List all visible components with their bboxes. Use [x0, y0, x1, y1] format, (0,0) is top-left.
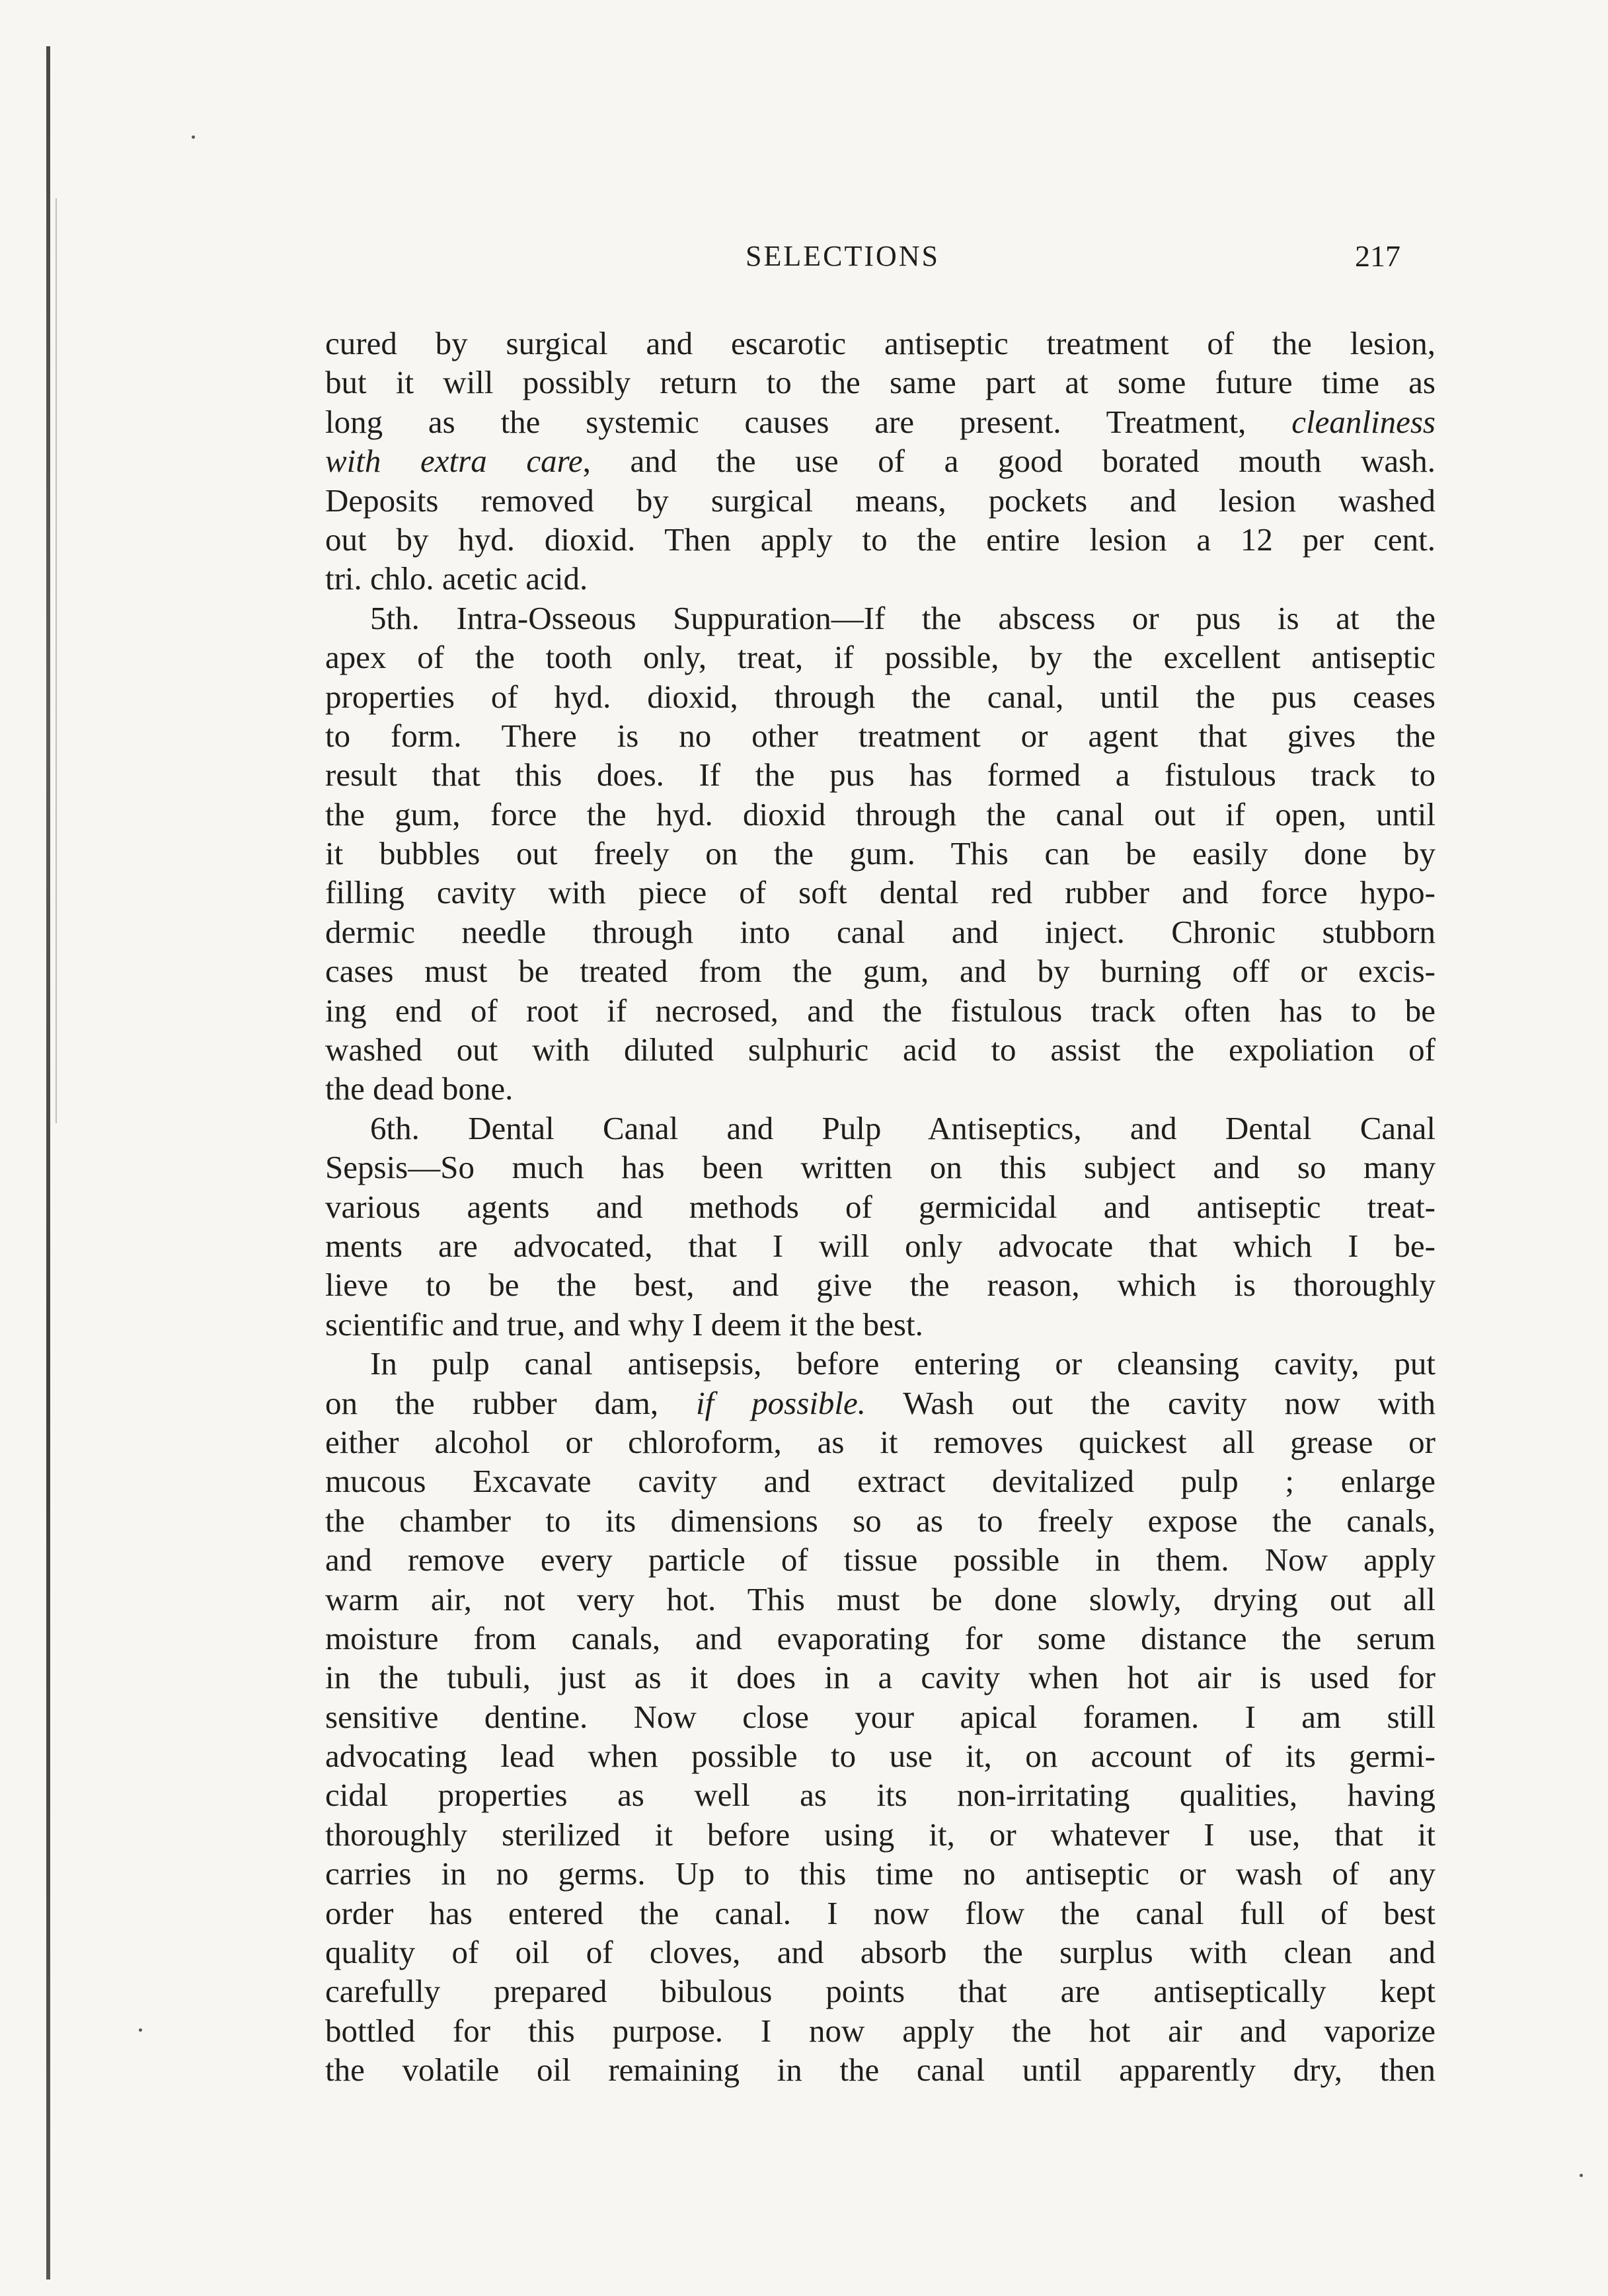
line-text: out by hyd. dioxid. Then apply to the entire lesion a 12 per cent. — [325, 521, 1436, 558]
text-line — [325, 795, 1436, 834]
line-text: cidal properties as well as its non-irritating qualities, having — [325, 1777, 1436, 1814]
text-line — [325, 2011, 1436, 2050]
line-text: various agents and methods of germicidal and antiseptic treat- — [325, 1188, 1436, 1225]
line-text: cases must be treated from the gum, and by burning off or excis- — [325, 953, 1436, 990]
line-text: carries in no germs. Up to this time no antiseptic or wash of any — [325, 1855, 1436, 1892]
line-text: warm air, not very hot. This must be done slowly, drying out all — [325, 1580, 1436, 1617]
paper-speck — [1580, 2174, 1583, 2177]
text-line — [325, 638, 1436, 677]
text-line — [325, 1069, 1436, 1108]
text-line — [325, 1148, 1436, 1187]
text-line — [325, 1265, 1436, 1304]
text-line — [325, 1344, 1436, 1383]
line-text: it bubbles out freely on the gum. This can be easily done by — [325, 835, 1436, 872]
line-text: either alcohol or chloroform, as it removes quickest all grease or — [325, 1423, 1436, 1460]
text-line — [325, 1580, 1436, 1619]
line-text: washed out with diluted sulphuric acid to assist the expoliation of — [325, 1031, 1436, 1068]
line-text: and remove every particle of tissue possible in them. Now apply — [325, 1541, 1436, 1578]
paper-speck — [139, 2028, 142, 2032]
italic-text: if possible. — [696, 1384, 866, 1421]
paper-speck — [192, 135, 195, 139]
text-line — [325, 441, 1436, 480]
text-line — [325, 363, 1436, 402]
line-text: properties of hyd. dioxid, through the canal, until the pus ceases — [325, 678, 1436, 715]
text-line — [325, 755, 1436, 794]
text-line — [325, 1226, 1436, 1265]
line-text: in the tubuli, just as it does in a cavity when hot air is used for — [325, 1659, 1436, 1696]
running-title: SELECTIONS — [746, 240, 940, 272]
text-line — [325, 1540, 1436, 1579]
line-text: advocating lead when possible to use it, on account of its germi- — [325, 1738, 1436, 1775]
text-line — [325, 1972, 1436, 2011]
line-text: but it will possibly return to the same part at some future time as — [325, 364, 1436, 401]
line-text: scientific and true, and why I deem it the best. — [325, 1306, 923, 1343]
text-line — [325, 716, 1436, 755]
line-text: Deposits removed by surgical means, pockets and lesion washed — [325, 482, 1436, 519]
text-line — [325, 951, 1436, 990]
text-line — [325, 402, 1436, 441]
text-line — [325, 1854, 1436, 1893]
text-line — [325, 912, 1436, 951]
line-text: In pulp canal antisepsis, before entering or cleansing cavity, put — [370, 1345, 1436, 1382]
line-text: the chamber to its dimensions so as to freely expose the canals, — [325, 1502, 1436, 1539]
line-text: to form. There is no other treatment or agent that gives the — [325, 717, 1436, 754]
italic-text: with extra care — [325, 443, 583, 480]
text-line — [325, 1658, 1436, 1697]
line-text: 6th. Dental Canal and Pulp Antiseptics, and Dental Canal — [370, 1109, 1436, 1146]
line-text: result that this does. If the pus has formed a fistulous track to — [325, 757, 1436, 794]
text-line — [325, 2050, 1436, 2089]
text-line — [325, 1933, 1436, 1972]
line-text: 5th. Intra-Osseous Suppuration—If the abscess or pus is at the — [370, 599, 1436, 636]
line-text: the dead bone. — [325, 1070, 514, 1107]
line-text: mucous Excavate cavity and extract devitalized pulp ; enlarge — [325, 1463, 1436, 1500]
line-text: moisture from canals, and evaporating for some distance the serum — [325, 1619, 1436, 1656]
line-text: dermic needle through into canal and inject. Chronic stubborn — [325, 913, 1436, 950]
line-text: the gum, force the hyd. dioxid through the canal out if open, until — [325, 796, 1436, 833]
text-line — [325, 1619, 1436, 1658]
line-text: sensitive dentine. Now close your apical foramen. I am still — [325, 1698, 1436, 1735]
text-line — [325, 1423, 1436, 1462]
line-text: carefully prepared bibulous points that are antiseptically kept — [325, 1973, 1436, 2010]
text-line — [325, 991, 1436, 1030]
page-binding-shadow — [56, 198, 57, 1123]
page-number: 217 — [1355, 239, 1400, 273]
text-line — [325, 559, 1436, 598]
text-line — [325, 873, 1436, 912]
text-line — [325, 481, 1436, 520]
text-line — [325, 1109, 1436, 1148]
text-line — [325, 1501, 1436, 1540]
text-line — [325, 1894, 1436, 1933]
line-text: ing end of root if necrosed, and the fistulous track often has to be — [325, 992, 1436, 1029]
line-text: filling cavity with piece of soft dental red rubber and force hypo- — [325, 874, 1436, 911]
line-text: bottled for this purpose. I now apply the hot air and vaporize — [325, 2012, 1436, 2049]
text-line — [325, 520, 1436, 559]
line-text: Wash out the cavity now with — [866, 1384, 1436, 1421]
text-line — [325, 677, 1436, 716]
line-text: , and the use of a good borated mouth wash. — [582, 443, 1436, 480]
line-text: lieve to be the best, and give the reason, which is thoroughly — [325, 1267, 1436, 1304]
running-head — [0, 237, 1608, 276]
text-line — [325, 324, 1436, 363]
text-line — [325, 1697, 1436, 1736]
page-binding-edge — [46, 46, 50, 2279]
body-text — [325, 324, 1436, 2090]
text-line — [325, 1305, 1436, 1344]
line-text: long as the systemic causes are present. Treatment, — [325, 403, 1292, 440]
line-text: on the rubber dam, — [325, 1384, 697, 1421]
line-text: order has entered the canal. I now flow the canal full of best — [325, 1894, 1436, 1931]
line-text: cured by surgical and escarotic antiseptic treatment of the lesion, — [325, 325, 1436, 361]
line-text: apex of the tooth only, treat, if possible, by the excellent antiseptic — [325, 639, 1436, 676]
text-line — [325, 1030, 1436, 1069]
line-text: the volatile oil remaining in the canal until apparently dry, then — [325, 2052, 1436, 2089]
line-text: Sepsis—So much has been written on this subject and so many — [325, 1149, 1436, 1186]
text-line — [325, 599, 1436, 638]
line-text: quality of oil of cloves, and absorb the surplus with clean and — [325, 1934, 1436, 1971]
line-text: ments are advocated, that I will only advocate that which I be- — [325, 1227, 1436, 1264]
line-text: thoroughly sterilized it before using it, or whatever I use, that it — [325, 1816, 1436, 1853]
text-line — [325, 1736, 1436, 1775]
text-line — [325, 1187, 1436, 1226]
italic-text: cleanliness — [1291, 403, 1436, 440]
text-line — [325, 1384, 1436, 1423]
line-text: tri. chlo. acetic acid. — [325, 560, 588, 597]
text-line — [325, 1775, 1436, 1814]
text-line — [325, 1815, 1436, 1854]
text-line — [325, 1462, 1436, 1500]
text-line — [325, 834, 1436, 873]
